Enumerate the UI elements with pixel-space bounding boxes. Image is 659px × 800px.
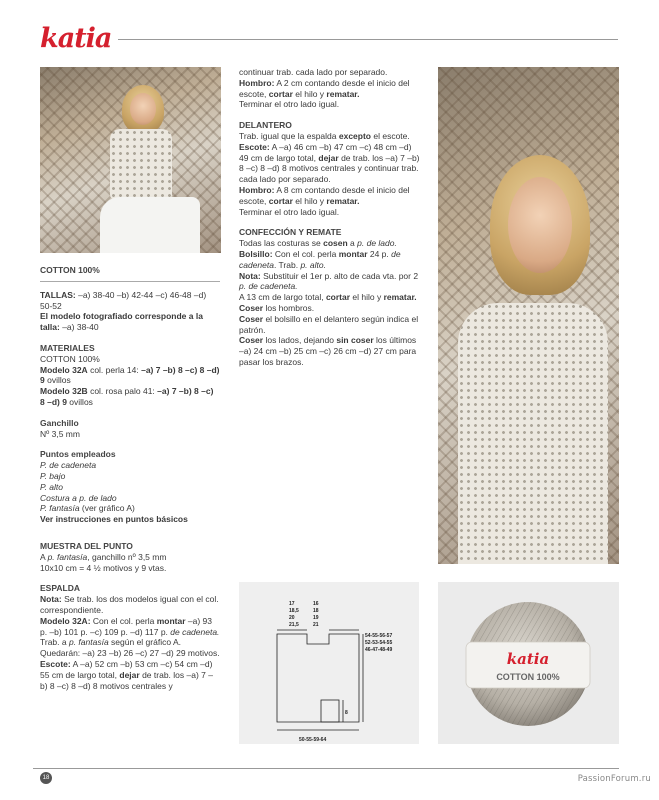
front-neckline: Escote: A –a) 46 cm –b) 47 cm –c) 48 cm –d) 49 cm de largo total, dejar de trab. los –a) 7 –b) 8 –c) 8 –d) 8 motivos centrales y continuar trab. cada lado por separado. — [239, 141, 420, 185]
measure-top-left: 18,5 — [289, 608, 299, 614]
materials-yarn: COTTON 100% — [40, 353, 100, 364]
brand-logo: katia — [40, 23, 112, 54]
site-watermark: PassionForum.ru — [577, 774, 651, 784]
left-column — [40, 265, 220, 691]
finishing-pocket: Bolsillo: Con el col. perla montar 24 p. de cadeneta. Trab. p. alto. — [239, 248, 401, 270]
finishing-note: Nota: Substituir el 1er p. alto de cada vta. por 2 p. de cadeneta. — [239, 270, 419, 292]
model-photo-small — [40, 67, 221, 253]
front-intro: Trab. igual que la espalda excepto el escote. — [239, 130, 410, 141]
stitch-item: P. alto — [40, 481, 64, 492]
measure-top-right: 18 — [313, 608, 319, 614]
gauge-line2: 10x10 cm = 4 ½ motivos y 9 vtas. — [40, 562, 167, 573]
yarn-label: COTTON 100% — [496, 672, 560, 682]
gauge-line1: A p. fantasía, ganchillo nº 3,5 mm — [40, 551, 167, 562]
hook-value: Nº 3,5 mm — [40, 428, 80, 439]
front-heading: DELANTERO — [239, 120, 292, 131]
back-neckline: Escote: A –a) 52 cm –b) 53 cm –c) 54 cm –d) 55 cm de largo total, dejar de trab. los –a) 7 –b) 8 –c) 8 –d) 8 motivos centrales y — [40, 658, 213, 691]
see-basic-stitches: Ver instrucciones en puntos básicos — [40, 514, 188, 525]
finishing-heading: CONFECCIÓN Y REMATE — [239, 227, 342, 238]
back-heading: ESPALDA — [40, 583, 80, 594]
front-shoulder: Hombro: A 8 cm contando desde el inicio del escote, cortar el hilo y rematar. — [239, 184, 410, 206]
back-finish-other: Terminar el otro lado igual. — [239, 99, 340, 110]
back-work: Trab. a p. fantasía según el gráfico A. — [40, 637, 181, 648]
finishing-seams: Todas las costuras se cosen a p. de lado. — [239, 238, 397, 249]
materials-heading: MATERIALES — [40, 342, 95, 353]
hook-heading: Ganchillo — [40, 417, 79, 428]
measure-top-right: 16 — [313, 601, 319, 607]
back-model: Modelo 32A: Con el col. perla montar –a) 93 p. –b) 101 p. –c) 109 p. –d) 117 p. de cadeneta. — [40, 615, 220, 637]
garment-schematic — [239, 582, 419, 744]
measure-top-left: 17 — [289, 601, 295, 607]
yarn-title: COTTON 100% — [40, 265, 100, 275]
model-size-note: El modelo fotografiado corresponde a la talla: –a) 38-40 — [40, 311, 203, 333]
measure-pocket: 8 — [345, 710, 348, 716]
sizes-line: TALLAS: –a) 38-40 –b) 42-44 –c) 46-48 –d) 50-52 — [40, 289, 207, 311]
measure-top-right: 19 — [313, 615, 319, 621]
gauge-heading: MUESTRA DEL PUNTO — [40, 540, 133, 551]
yarn-brand: katia — [506, 650, 550, 668]
finishing-shoulders: Coser los hombros. — [239, 302, 315, 313]
yarn-ball-photo — [438, 582, 619, 744]
finishing-sides: Coser los lados, dejando sin coser los últimos –a) 24 cm –b) 25 cm –c) 26 cm –d) 27 cm para pasar los brazos. — [239, 335, 417, 367]
middle-column — [239, 67, 421, 368]
model-photo-large — [438, 67, 619, 564]
materials-model-b: Modelo 32B col. rosa palo 41: –a) 7 –b) 8 –c) 8 –d) 9 ovillos — [40, 386, 214, 407]
stitch-item: P. de cadeneta — [40, 460, 97, 471]
stitch-item: P. bajo — [40, 470, 66, 481]
materials-model-a: Modelo 32A col. perla 14: –a) 7 –b) 8 –c) 8 –d) 9 ovillos — [40, 364, 220, 386]
measure-right: 52-53-54-55 — [365, 640, 393, 646]
measure-top-right: 21 — [313, 622, 319, 628]
measure-right: 46-47-48-49 — [365, 647, 393, 653]
back-shoulder: Hombro: A 2 cm contando desde el inicio del escote, cortar el hilo y rematar. — [239, 77, 410, 99]
header-divider — [118, 39, 618, 40]
measure-top-left: 20 — [289, 615, 295, 621]
front-finish-other: Terminar el otro lado igual. — [239, 206, 340, 217]
back-motifs: Quedarán: –a) 23 –b) 26 –c) 27 –d) 29 motivos. — [40, 648, 220, 659]
finishing-pocket-sew: Coser el bolsillo en el delantero según indica el patrón. — [239, 313, 419, 335]
page-number: 18 — [40, 772, 52, 784]
stitches-heading: Puntos empleados — [40, 449, 116, 460]
stitch-item: Costura a p. de lado — [40, 492, 117, 503]
measure-bottom: 50-55-59-64 — [299, 737, 327, 743]
back-note: Nota: Se trab. los dos modelos igual con el col. correspondiente. — [40, 594, 219, 615]
measure-top-left: 21,5 — [289, 622, 299, 628]
back-continue: continuar trab. cada lado por separado. — [239, 67, 388, 77]
finishing-length: A 13 cm de largo total, cortar el hilo y rematar. — [239, 292, 417, 303]
measure-right: 54-55-56-57 — [365, 633, 393, 639]
stitch-item-fantasia: P. fantasía (ver gráfico A) — [40, 503, 135, 514]
footer-divider — [33, 768, 619, 769]
